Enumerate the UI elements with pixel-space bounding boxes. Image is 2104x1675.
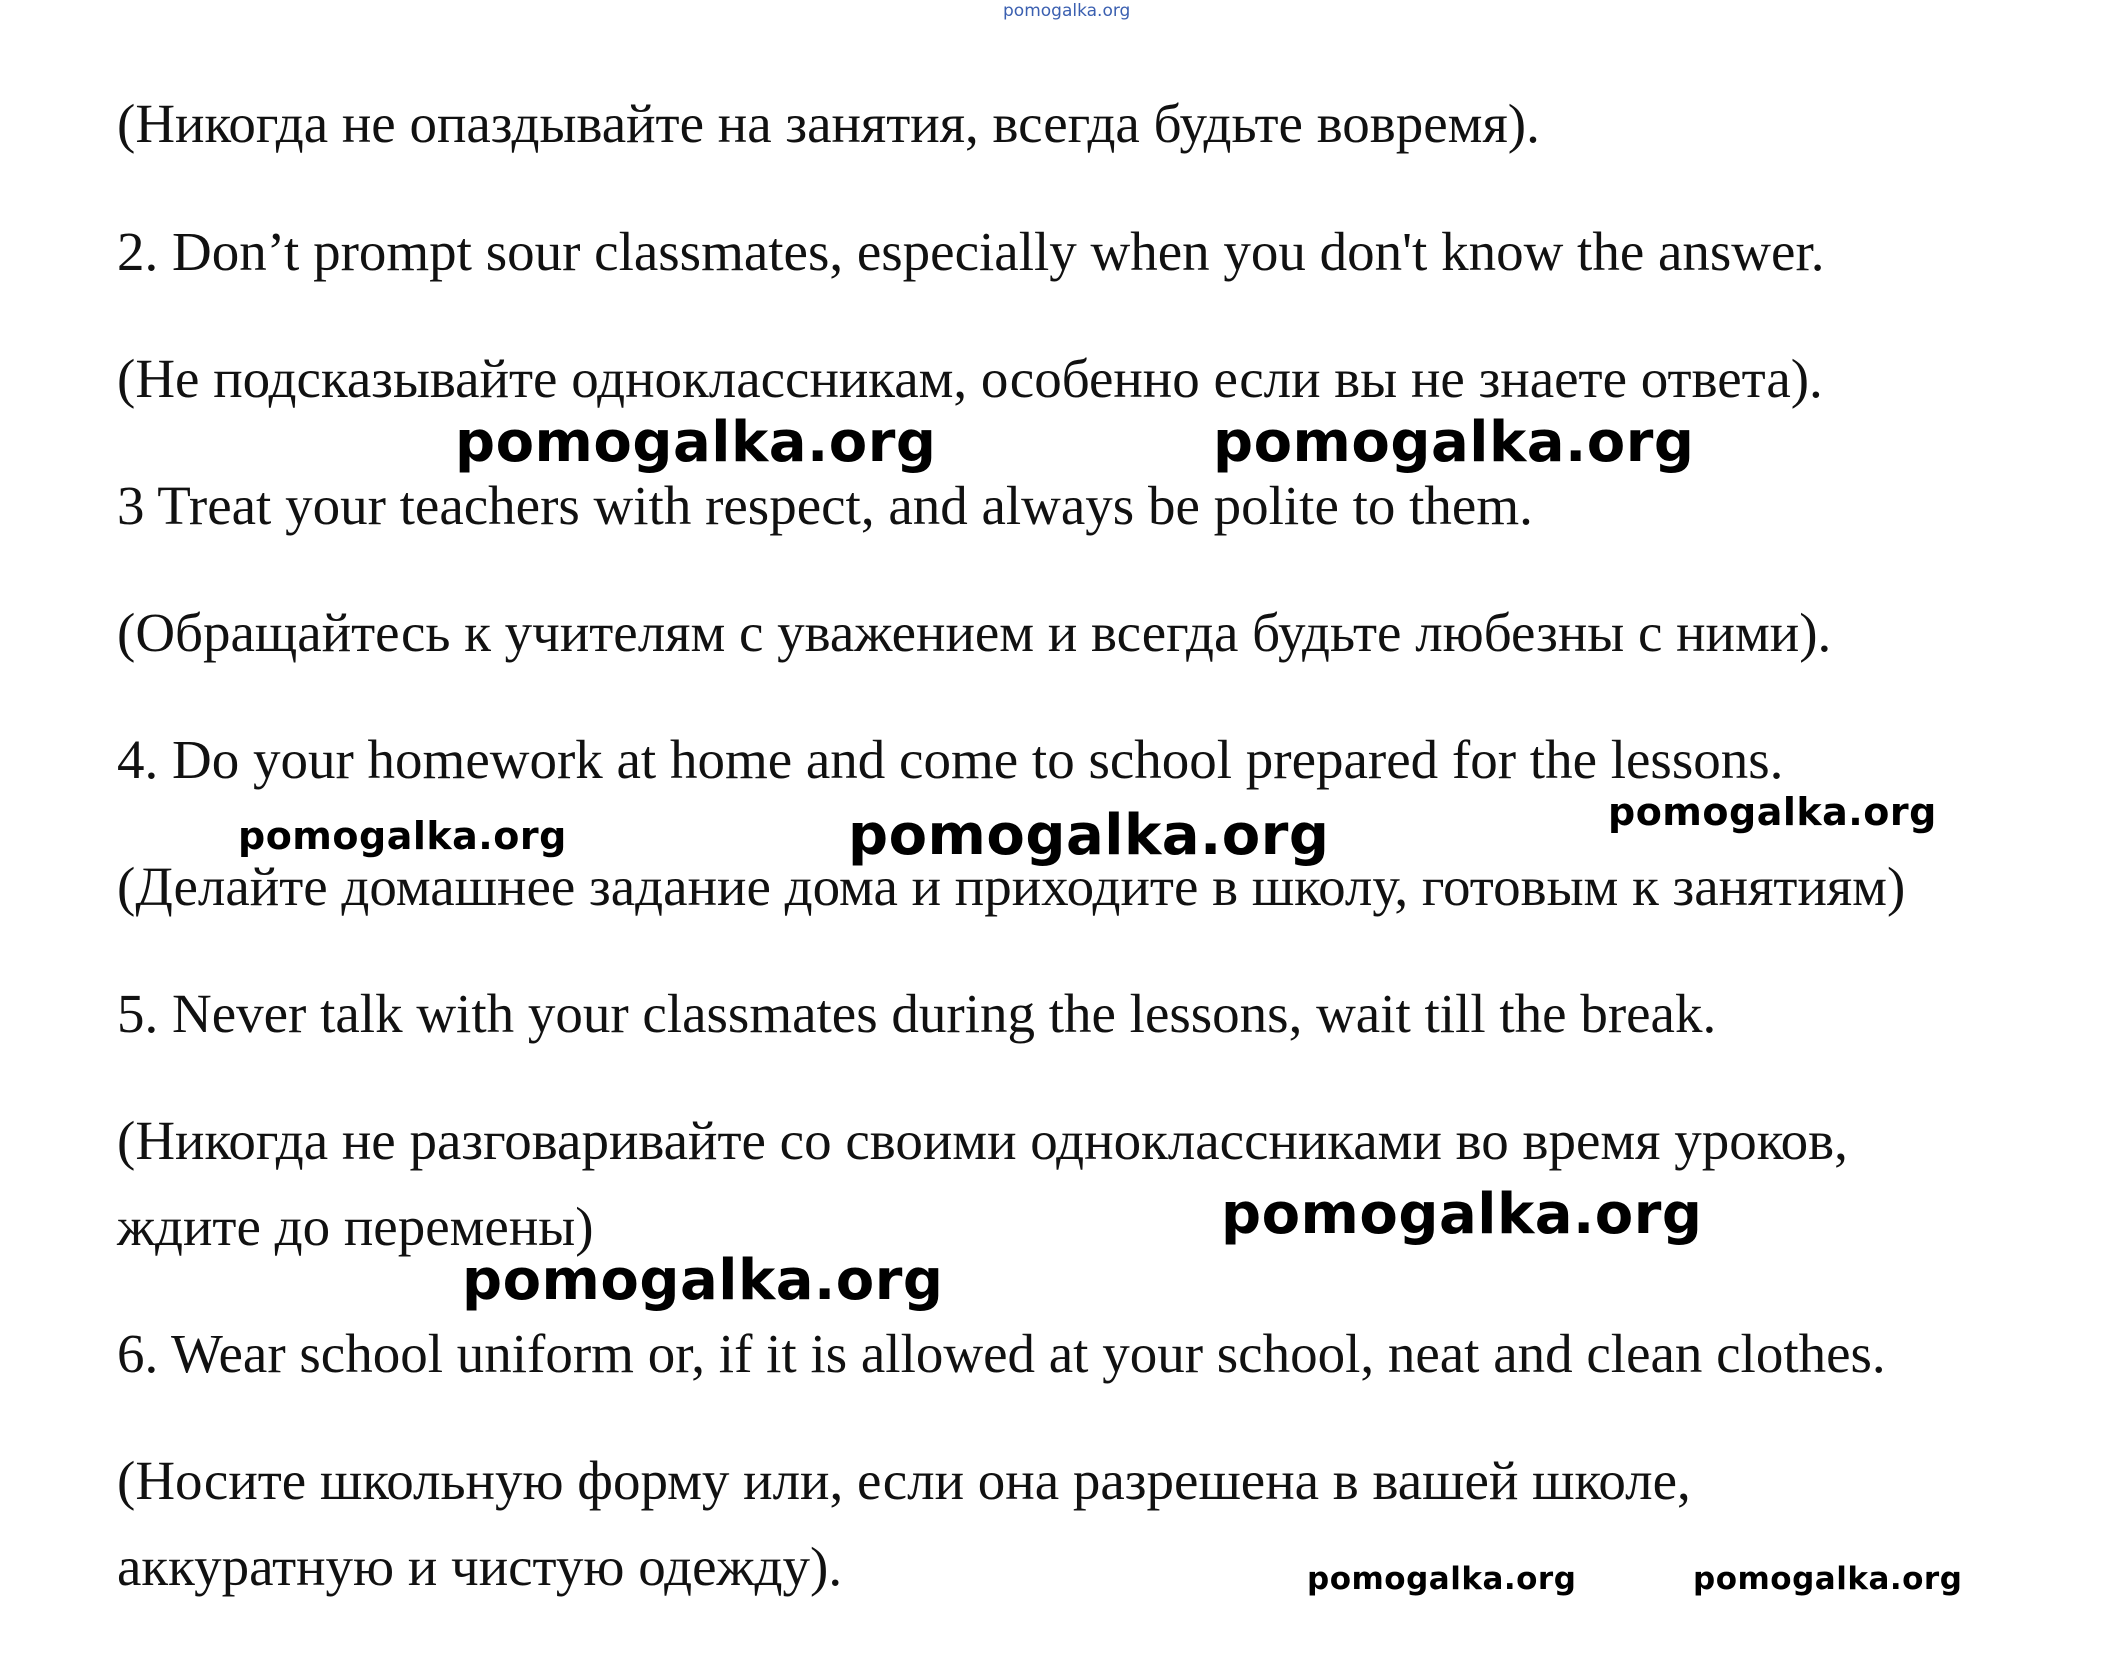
text-line-8: 5. Never talk with your classmates during the lessons, wait till the break. <box>117 983 1717 1044</box>
text-line-6: 4. Do your homework at home and come to school prepared for the lessons. <box>117 729 1784 790</box>
watermark: pomogalka.org <box>1307 1561 1577 1597</box>
watermark: pomogalka.org <box>462 1248 944 1313</box>
text-line-4: 3 Treat your teachers with respect, and always be polite to them. <box>117 475 1533 536</box>
text-line-10: ждите до перемены) <box>117 1196 594 1257</box>
text-line-7: (Делайте домашнее задание дома и приходите в школу, готовым к занятиям) <box>117 856 1906 917</box>
watermark: pomogalka.org <box>1693 1561 1963 1597</box>
watermark: pomogalka.org <box>1221 1182 1703 1247</box>
text-line-13: аккуратную и чистую одежду). <box>117 1536 843 1597</box>
watermark: pomogalka.org <box>1213 410 1695 475</box>
text-line-11: 6. Wear school uniform or, if it is allowed at your school, neat and clean clothes. <box>117 1323 1886 1384</box>
text-line-12: (Носите школьную форму или, если она разрешена в вашей школе, <box>117 1450 1691 1511</box>
watermark: pomogalka.org <box>455 410 937 475</box>
text-line-9: (Никогда не разговаривайте со своими одноклассниками во время уроков, <box>117 1110 1848 1171</box>
text-line-2: 2. Don’t prompt sour classmates, especially when you don't know the answer. <box>117 221 1825 282</box>
text-line-5: (Обращайтесь к учителям с уважением и всегда будьте любезны с ними). <box>117 602 1832 663</box>
text-line-3: (Не подсказывайте одноклассникам, особенно если вы не знаете ответа). <box>117 348 1823 409</box>
watermark: pomogalka.org <box>1608 790 1937 834</box>
watermark: pomogalka.org <box>238 814 567 858</box>
text-line-1: (Никогда не опаздывайте на занятия, всегда будьте вовремя). <box>117 93 1540 154</box>
header-site-mark: pomogalka.org <box>1003 1 1131 21</box>
watermark: pomogalka.org <box>848 803 1330 868</box>
